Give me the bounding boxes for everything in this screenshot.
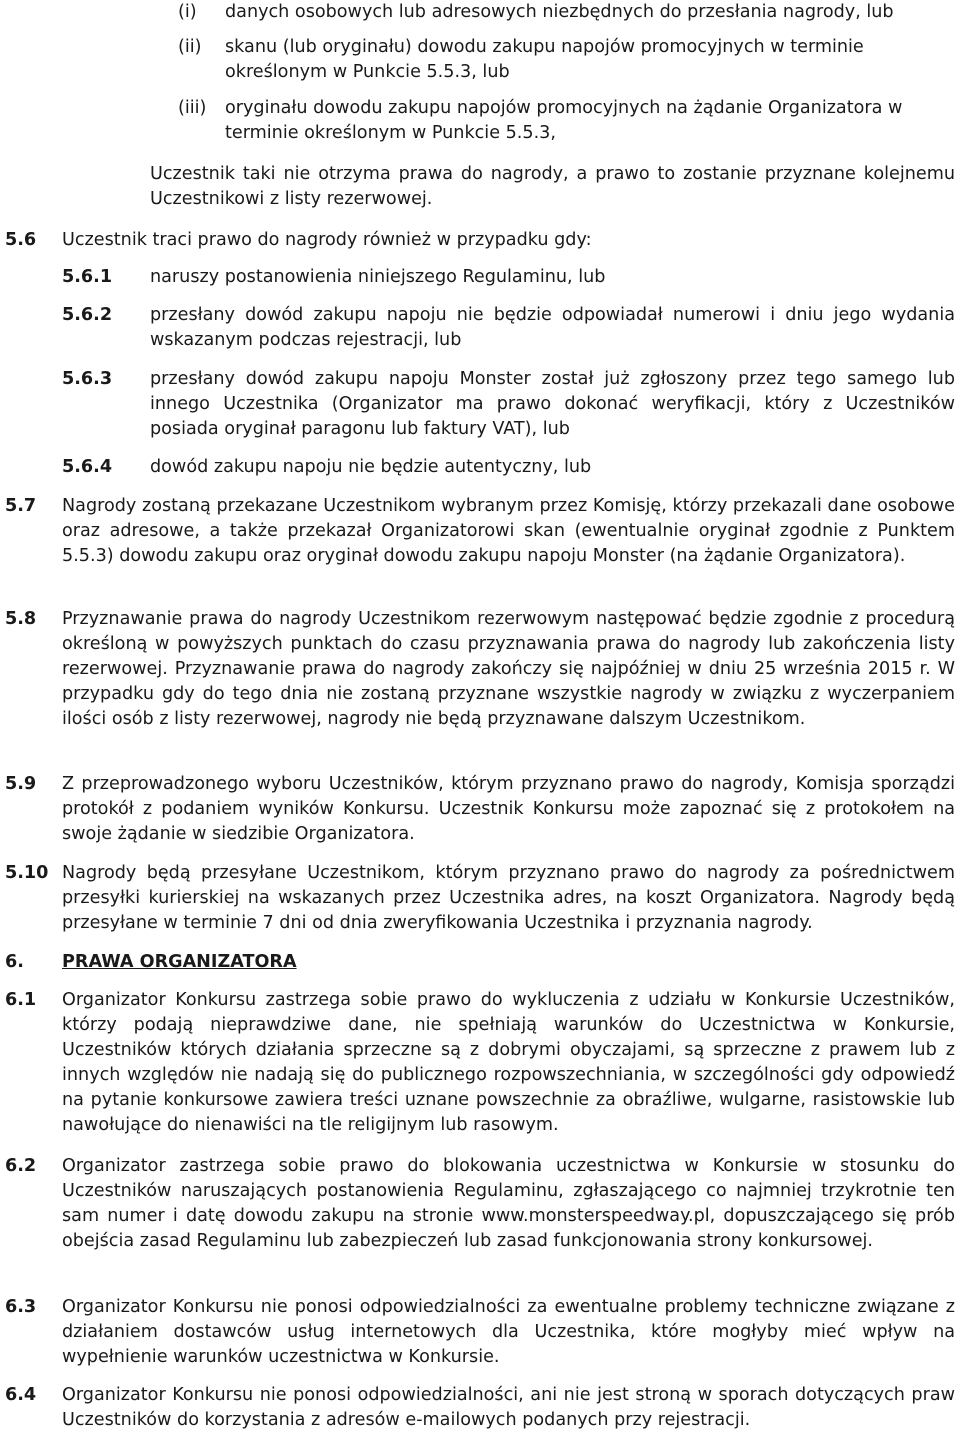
clause-5-9-text: Z przeprowadzonego wyboru Uczestników, którym przyznano prawo do nagrody, Komisja sporządzi protokół z podaniem wyników Konkursu. Uczestnik Konkursu może zapoznać się z protokołem na swoje żądanie w siedzibie Organizatora. xyxy=(62,774,955,844)
clause-6-3-num: 6.3 xyxy=(5,1297,37,1317)
clause-5-6-4-text: dowód zakupu napoju nie będzie autentyczny, lub xyxy=(150,457,592,477)
clause-5-6-1-text: naruszy postanowienia niniejszego Regulaminu, lub xyxy=(150,267,606,287)
clause-6-2-num: 6.2 xyxy=(5,1156,37,1176)
clause-5-6-2-text: przesłany dowód zakupu napoju nie będzie odpowiadał numerowi i dniu jego wydania wskazanym podczas rejestracji, lub xyxy=(150,305,955,350)
clause-6-3-text: Organizator Konkursu nie ponosi odpowiedzialności za ewentualne problemy techniczne związane z działaniem dostawców usług internetowych dla Uczestnika, które mogłyby mieć wpływ na wypełnienie warunków uczestnictwa w Konkursie. xyxy=(62,1297,955,1367)
section-6-num: 6. xyxy=(5,952,24,972)
clause-5-6-1-num: 5.6.1 xyxy=(62,267,113,287)
clause-6-1-text: Organizator Konkursu zastrzega sobie prawo do wykluczenia z udziału w Konkursie Uczestników, którzy podają nieprawdziwe dane, nie spełniają warunków do Uczestnictwa w Konkursie, Uczestników których działania sprzeczne są z dobrymi obyczajami, są sprzeczne z prawem lub z innych względów nie nadają się do publicznego rozpowszechniania, w szczególności gdy odpowiedź na pytanie konkursowe zawiera treści uznane powszechnie za obraźliwe, wulgarne, rasistowskie lub nawołujące do nienawiści na tle religijnym lub rasowym. xyxy=(62,990,955,1135)
clause-6-4-text: Organizator Konkursu nie ponosi odpowiedzialności, ani nie jest stroną w sporach dotyczących praw Uczestników do korzystania z adresów e-mailowych podanych przy rejestracji. xyxy=(62,1385,955,1430)
sub-conclusion: Uczestnik taki nie otrzyma prawa do nagrody, a prawo to zostanie przyznane kolejnemu Uczestnikowi z listy rezerwowej. xyxy=(150,164,955,209)
clause-5-6-text: Uczestnik traci prawo do nagrody również w przypadku gdy: xyxy=(62,230,592,250)
roman-num-3: (iii) xyxy=(178,98,207,118)
clause-6-4-num: 6.4 xyxy=(5,1385,37,1405)
clause-5-8-num: 5.8 xyxy=(5,609,37,629)
clause-5-10-num: 5.10 xyxy=(5,863,49,883)
clause-6-2-text: Organizator zastrzega sobie prawo do blokowania uczestnictwa w Konkursie w stosunku do Uczestników naruszających postanowienia Regulaminu, zgłaszającego co najmniej trzykrotnie ten sam numer i datę dowodu zakupu na stronie www.monsterspeedway.pl, dopuszczającego się prób obejścia zasad Regulaminu lub zabezpieczeń lub zasad funkcjonowania strony konkursowej. xyxy=(62,1156,955,1251)
roman-text-3: oryginału dowodu zakupu napojów promocyjnych na żądanie Organizatora w terminie określonym w Punkcie 5.5.3, xyxy=(225,98,903,143)
clause-5-10-text: Nagrody będą przesyłane Uczestnikom, którym przyznano prawo do nagrody za pośrednictwem przesyłki kurierskiej na wskazanych przez Uczestnika adres, na koszt Organizatora. Nagrody będą przesyłane w terminie 7 dni od dnia zweryfikowania Uczestnika i przyznania nagrody. xyxy=(62,863,955,933)
clause-5-6-num: 5.6 xyxy=(5,230,37,250)
roman-text-1: danych osobowych lub adresowych niezbędnych do przesłania nagrody, lub xyxy=(225,2,894,22)
clause-6-1-num: 6.1 xyxy=(5,990,37,1010)
clause-5-9-num: 5.9 xyxy=(5,774,37,794)
clause-5-7-text: Nagrody zostaną przekazane Uczestnikom wybranym przez Komisję, którzy przekazali dane osobowe oraz adresowe, a także przekazał Organizatorowi skan (ewentualnie oryginał zgodnie z Punktem 5.5.3) dowodu zakupu oraz oryginał dowodu zakupu napoju Monster (na żądanie Organizatora). xyxy=(62,496,955,566)
clause-5-6-3-num: 5.6.3 xyxy=(62,369,113,389)
clause-5-6-4-num: 5.6.4 xyxy=(62,457,113,477)
roman-num-1: (i) xyxy=(178,2,197,22)
clause-5-8-text: Przyznawanie prawa do nagrody Uczestnikom rezerwowym następować będzie zgodnie z procedurą określoną w powyższych punktach do czasu przyznawania prawa do nagrody lub zakończenia listy rezerwowej. Przyznawanie prawa do nagrody zakończy się najpóźniej w dniu 25 września 2015 r. W przypadku gdy do tego dnia nie zostaną przyznane wszystkie nagrody w związku z wyczerpaniem ilości osób z listy rezerwowej, nagrody nie będą przyznawane dalszym Uczestnikom. xyxy=(62,609,955,729)
roman-text-2: skanu (lub oryginału) dowodu zakupu napojów promocyjnych w terminie określonym w Punkcie 5.5.3, lub xyxy=(225,37,864,82)
clause-5-7-num: 5.7 xyxy=(5,496,37,516)
clause-5-6-3-text: przesłany dowód zakupu napoju Monster został już zgłoszony przez tego samego lub innego Uczestnika (Organizator ma prawo dokonać weryfikacji, który z Uczestników posiada oryginał paragonu lub faktury VAT), lub xyxy=(150,369,955,439)
roman-num-2: (ii) xyxy=(178,37,202,57)
clause-5-6-2-num: 5.6.2 xyxy=(62,305,113,325)
section-6-title: PRAWA ORGANIZATORA xyxy=(62,952,297,972)
